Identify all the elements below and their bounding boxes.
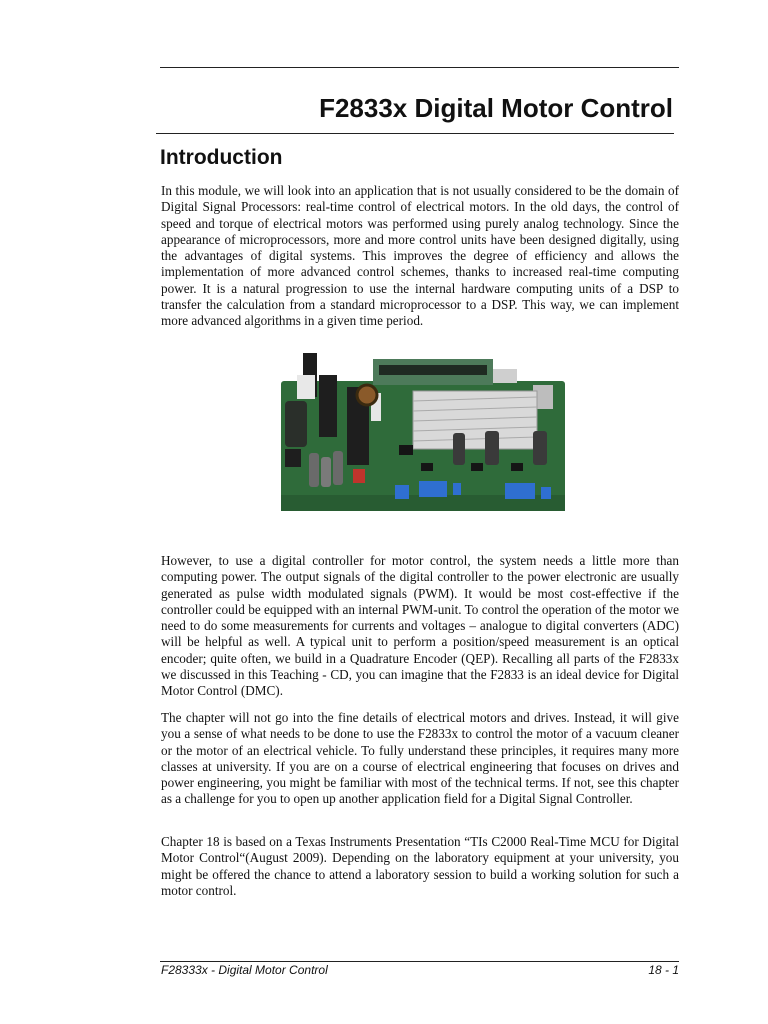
section-heading: Introduction <box>160 146 283 169</box>
capacitor <box>285 401 307 447</box>
header-top-rule <box>160 67 679 68</box>
motor-control-board-figure <box>275 345 567 535</box>
intro-paragraph-3: The chapter will not go into the fine details of electrical motors and drives. Instead, it will give you a sense of what needs to be done to use the F2833x to control the motor of a vacuum cleaner or the motor of an electrical vehicle. To fully understand these principles, it requires many more classes at university. If you are on a course of electrical engineering that focuses on drives and power engineering, you might be familiar with most of the technical terms. If not, see this chapter as a challenge for you to open up another application field for a Digital Signal Controller. <box>161 710 679 807</box>
footer-rule <box>160 961 679 962</box>
terminal-block <box>395 485 409 499</box>
intro-paragraph-1: In this module, we will look into an application that is not usually considered to be the domain of Digital Signal Processors: real-time control of electrical motors. In the old days, the control of speed and torque of electrical motors was performed using purely analog technology. Since the appearance of microprocessors, more and more control units have been designed digitally, using the advantages of digital systems. This improves the degree of efficiency and allows the implementation of more advanced control schemes, thanks to increased real-time computing power. It is a natural progression to use the internal hardware computing units of a DSP to transfer the calculation from a standard microprocessor to a DSP. This way, we can implement more advanced algorithms in a given time period. <box>161 183 679 329</box>
intro-paragraph-4: Chapter 18 is based on a Texas Instruments Presentation “TIs C2000 Real-Time MCU for Digital Motor Control“(August 2009). Depending on the laboratory equipment at your university, you might be offered the chance to attend a laboratory session to build a working solution for such a motor control. <box>161 834 679 898</box>
title-underline-rule <box>156 133 674 134</box>
footer-chapter-label: F28333x - Digital Motor Control <box>161 963 328 977</box>
footer-page-number: 18 - 1 <box>648 963 679 977</box>
chapter-title: F2833x Digital Motor Control <box>319 93 673 123</box>
intro-paragraph-2: However, to use a digital controller for motor control, the system needs a little more than computing power. The output signals of the digital controller to the power electronic are usually generated as pulse width modulated signals (PWM). It would be most cost-effective if the controller could be equipped with an internal PWM-unit. To control the operation of the motor we need to do some measurements for currents and voltages – analogue to digital converters (ADC) will be helpful as well. A typical unit to perform a position/speed measurement is an optical encoder; quite often, we build in a Quadrature Encoder (QEP). Recalling all parts of the F2833x we discussed in this Teaching - CD, you can imagine that the F2833 is an ideal device for Digital Motor Control (DMC). <box>161 553 679 699</box>
